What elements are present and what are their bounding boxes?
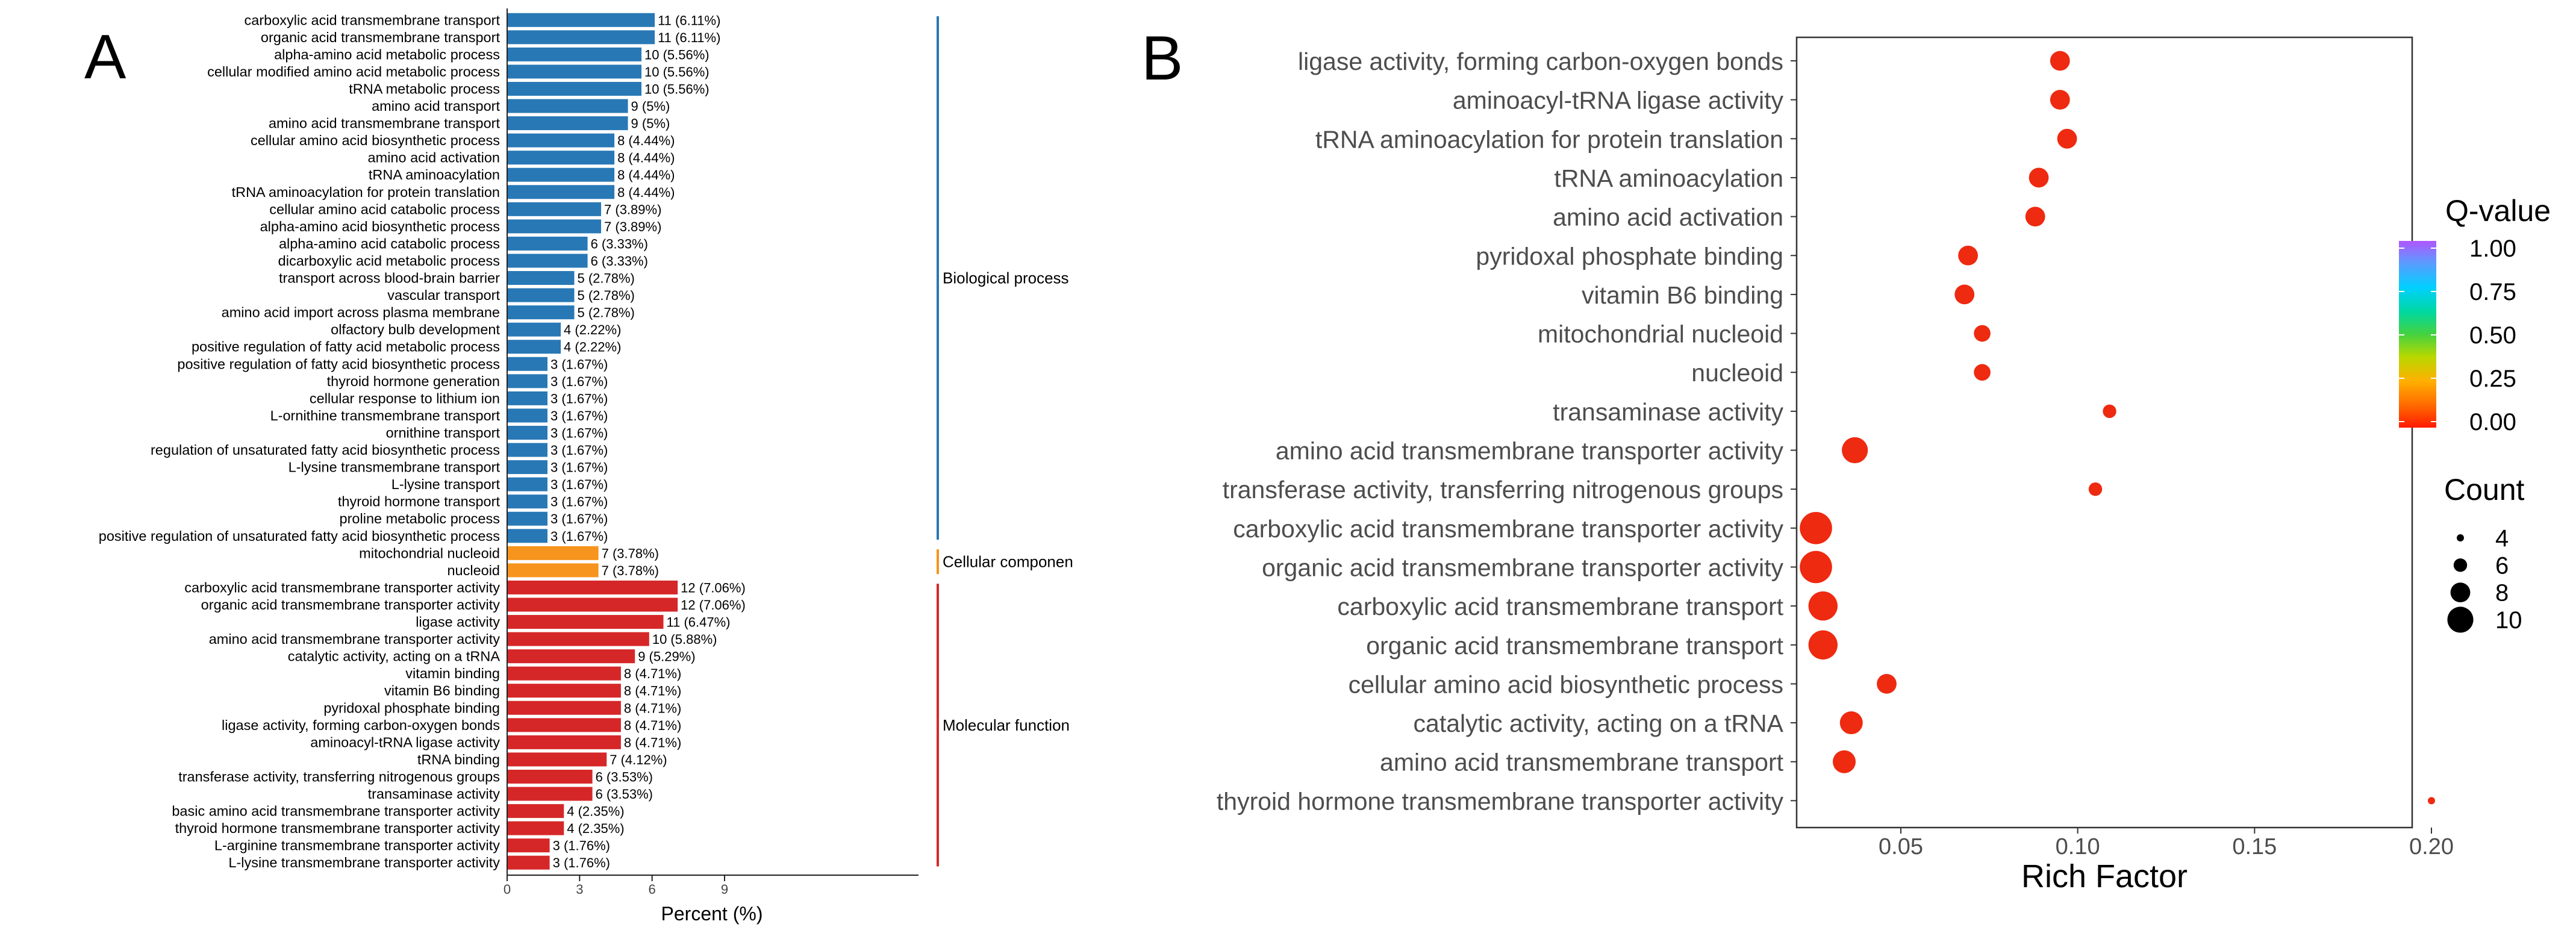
bar-category-label: tRNA binding	[417, 751, 500, 767]
data-point	[1840, 711, 1863, 734]
bar	[507, 99, 628, 113]
bar-category-label: tRNA metabolic process	[349, 81, 500, 97]
bar	[507, 357, 547, 371]
bar	[507, 718, 621, 732]
bar	[507, 271, 575, 285]
panel-b-bubble-chart	[1141, 23, 2551, 894]
bar-category-label: L-arginine transmembrane transporter activity	[214, 837, 500, 853]
data-point	[2103, 405, 2116, 418]
bar-value-label: 8 (4.71%)	[623, 717, 682, 733]
bar	[507, 116, 628, 130]
data-point	[1877, 674, 1897, 694]
bar	[507, 615, 664, 629]
bar-category-label: cellular amino acid catabolic process	[269, 201, 500, 217]
panel-a-x-axis-title: Percent (%)	[661, 903, 763, 925]
y-tick-label: amino acid transmembrane transport	[1380, 748, 1783, 776]
bar-category-label: alpha-amino acid catabolic process	[278, 236, 500, 252]
q-value-colorbar	[2399, 241, 2436, 428]
q-value-legend-title: Q-value	[2445, 194, 2551, 228]
bar-category-label: vitamin B6 binding	[384, 682, 500, 699]
bar	[507, 701, 621, 715]
count-legend-keys	[2447, 525, 2522, 634]
data-point	[1800, 551, 1832, 584]
data-point	[1809, 591, 1838, 620]
bar-category-label: dicarboxylic acid metabolic process	[278, 252, 500, 269]
data-point	[1974, 364, 1991, 381]
x-tick-label: 3	[576, 882, 584, 897]
bar-category-label: transferase activity, transferring nitrogenous groups	[178, 769, 500, 785]
bar-value-label: 8 (4.44%)	[617, 167, 675, 183]
bar	[507, 597, 678, 611]
bar-value-label: 7 (3.89%)	[604, 202, 662, 217]
y-tick-label: vitamin B6 binding	[1581, 281, 1783, 309]
bar-category-label: L-lysine transmembrane transporter activity	[228, 855, 500, 871]
bar-value-label: 6 (3.33%)	[590, 236, 648, 252]
bar-value-label: 7 (3.78%)	[601, 546, 660, 561]
bar	[507, 494, 547, 508]
data-point	[1800, 512, 1832, 544]
bar	[507, 478, 547, 491]
panel-a-group-brackets	[938, 16, 1073, 867]
bar	[507, 289, 575, 302]
bar-category-label: L-lysine transport	[391, 476, 500, 493]
bar-category-label: thyroid hormone transmembrane transporter activity	[175, 820, 500, 837]
bar	[507, 219, 601, 233]
bar-value-label: 3 (1.67%)	[550, 477, 608, 493]
panel-b-label: B	[1141, 23, 1184, 93]
bar-category-label: cellular modified amino acid metabolic process	[207, 63, 500, 80]
bar-value-label: 3 (1.67%)	[550, 391, 608, 407]
bar-category-label: thyroid hormone generation	[326, 373, 500, 389]
group-label: Biological process	[943, 269, 1069, 287]
bar-category-label: organic acid transmembrane transport	[260, 29, 500, 45]
bar-value-label: 6 (3.53%)	[595, 769, 653, 785]
bar-category-label: tRNA aminoacylation	[368, 167, 500, 183]
data-point	[2428, 797, 2435, 804]
bar-category-label: cellular amino acid biosynthetic process	[250, 133, 500, 149]
bar-category-label: vascular transport	[387, 287, 500, 304]
x-tick-label: 0	[503, 882, 511, 897]
bar-value-label: 4 (2.22%)	[564, 322, 622, 338]
q-value-legend	[2399, 194, 2551, 435]
count-legend-dot	[2451, 582, 2471, 602]
bar	[507, 770, 593, 784]
x-tick-label: 0.20	[2409, 834, 2454, 859]
bar	[507, 581, 678, 594]
bar-value-label: 10 (5.56%)	[644, 47, 709, 63]
y-tick-label: organic acid transmembrane transport	[1366, 631, 1783, 660]
bar-category-label: alpha-amino acid biosynthetic process	[260, 218, 500, 234]
bar-category-label: cellular response to lithium ion	[309, 390, 500, 407]
y-tick-label: nucleoid	[1691, 359, 1783, 387]
bar-value-label: 3 (1.67%)	[550, 408, 608, 423]
y-tick-label: organic acid transmembrane transporter activity	[1262, 554, 1783, 582]
count-legend-label: 8	[2495, 579, 2509, 607]
bar-value-label: 4 (2.22%)	[564, 339, 622, 355]
bar-value-label: 8 (4.71%)	[623, 683, 682, 699]
bar	[507, 563, 599, 577]
y-tick-label: thyroid hormone transmembrane transporter activity	[1216, 787, 1783, 816]
bar	[507, 822, 564, 835]
bar-value-label: 3 (1.67%)	[550, 494, 608, 510]
bar-category-label: aminoacyl-tRNA ligase activity	[310, 734, 500, 750]
data-point	[2026, 207, 2045, 226]
bar-category-label: ornithine transport	[385, 425, 500, 441]
bar	[507, 64, 641, 78]
y-tick-label: aminoacyl-tRNA ligase activity	[1452, 86, 1783, 114]
x-tick-label: 9	[720, 882, 729, 897]
count-legend	[2444, 473, 2525, 634]
y-tick-label: cellular amino acid biosynthetic process	[1348, 670, 1783, 699]
bar-category-label: positive regulation of unsaturated fatty acid biosynthetic process	[98, 528, 500, 544]
bar-value-label: 5 (2.78%)	[577, 305, 635, 320]
colorbar-tick-label: 0.50	[2469, 322, 2516, 349]
bar	[507, 408, 547, 422]
bar	[507, 13, 655, 27]
bar-category-label: basic amino acid transmembrane transporter activity	[172, 803, 500, 819]
bar-category-label: olfactory bulb development	[331, 322, 500, 338]
bar	[507, 254, 588, 267]
bar	[507, 443, 547, 457]
bar-category-label: alpha-amino acid metabolic process	[274, 46, 500, 63]
y-tick-label: catalytic activity, acting on a tRNA	[1413, 710, 1783, 738]
bar	[507, 838, 550, 852]
bar-value-label: 5 (2.78%)	[577, 270, 635, 286]
bar	[507, 340, 561, 354]
colorbar-tick-label: 0.75	[2469, 279, 2516, 305]
x-tick-label: 0.15	[2232, 834, 2277, 859]
y-tick-label: pyridoxal phosphate binding	[1476, 242, 1783, 270]
bar-category-label: regulation of unsaturated fatty acid biosynthetic process	[150, 442, 500, 458]
bar-value-label: 3 (1.67%)	[550, 460, 608, 475]
data-point	[2029, 168, 2049, 188]
bar-category-label: catalytic activity, acting on a tRNA	[287, 648, 500, 664]
bar-value-label: 5 (2.78%)	[577, 288, 635, 304]
bar	[507, 48, 641, 61]
y-tick-label: tRNA aminoacylation for protein translation	[1315, 125, 1783, 154]
bar-value-label: 7 (3.78%)	[601, 563, 660, 578]
y-tick-label: carboxylic acid transmembrane transporter activity	[1233, 514, 1783, 543]
y-tick-label: amino acid activation	[1553, 203, 1783, 231]
bar	[507, 460, 547, 474]
bar-value-label: 3 (1.67%)	[550, 373, 608, 389]
bar	[507, 168, 614, 182]
data-point	[2050, 90, 2070, 110]
count-legend-dot	[2457, 534, 2464, 541]
bar-value-label: 8 (4.71%)	[623, 666, 682, 682]
data-point	[2057, 129, 2077, 149]
colorbar-tick-label: 1.00	[2469, 236, 2516, 262]
bar	[507, 82, 641, 96]
bar-value-label: 4 (2.35%)	[567, 803, 625, 819]
bar-value-label: 9 (5%)	[631, 99, 670, 114]
bar-category-label: carboxylic acid transmembrane transport	[244, 12, 500, 28]
bar-category-label: positive regulation of fatty acid biosynthetic process	[177, 356, 500, 372]
bar-value-label: 8 (4.44%)	[617, 150, 675, 166]
bar-value-label: 6 (3.53%)	[595, 787, 653, 802]
bar	[507, 512, 547, 526]
bar-category-label: amino acid activation	[367, 149, 500, 166]
group-label: Cellular componen	[943, 552, 1073, 571]
x-tick-label: 6	[648, 882, 656, 897]
bar	[507, 546, 599, 560]
bar-value-label: 11 (6.11%)	[658, 13, 721, 28]
bar-category-label: pyridoxal phosphate binding	[323, 700, 500, 716]
bar	[507, 185, 614, 199]
bar-value-label: 10 (5.56%)	[644, 64, 709, 80]
count-legend-dot	[2454, 558, 2467, 572]
bar-category-label: amino acid transport	[372, 98, 500, 114]
bar	[507, 391, 547, 405]
bar-category-label: ligase activity, forming carbon-oxygen bonds	[222, 717, 500, 733]
bar	[507, 684, 621, 697]
bar	[507, 787, 593, 801]
data-point	[2050, 51, 2070, 71]
bar	[507, 151, 614, 164]
bar-value-label: 7 (4.12%)	[610, 752, 667, 767]
bar	[507, 735, 621, 749]
bar-value-label: 12 (7.06%)	[681, 597, 746, 613]
count-legend-label: 10	[2495, 607, 2522, 634]
bar	[507, 426, 547, 440]
panel-b-plot-frame	[1797, 37, 2412, 828]
bar	[507, 752, 607, 766]
bar	[507, 134, 614, 148]
bar-value-label: 10 (5.88%)	[652, 632, 717, 647]
bar-category-label: organic acid transmembrane transporter activity	[201, 596, 500, 613]
bar-value-label: 8 (4.71%)	[623, 735, 682, 750]
bar-category-label: L-ornithine transmembrane transport	[270, 407, 500, 423]
bar-category-label: nucleoid	[447, 562, 500, 578]
bar-value-label: 8 (4.44%)	[617, 184, 675, 200]
bar-category-label: thyroid hormone transport	[337, 493, 500, 510]
panel-b-rows	[1217, 48, 2435, 815]
panel-a-x-ticks	[504, 875, 728, 897]
panel-a-bar-chart	[84, 8, 1073, 925]
bar-value-label: 3 (1.67%)	[550, 425, 608, 441]
x-tick-label: 0.10	[2055, 834, 2100, 859]
bar	[507, 856, 550, 870]
bar-value-label: 3 (1.67%)	[550, 357, 608, 372]
panel-a-label: A	[84, 22, 126, 92]
bar-value-label: 9 (5.29%)	[638, 649, 696, 664]
bar-category-label: amino acid transmembrane transport	[268, 115, 500, 131]
count-legend-label: 6	[2495, 552, 2509, 579]
bar-value-label: 8 (4.71%)	[623, 700, 682, 716]
x-tick-label: 0.05	[1879, 834, 1923, 859]
bar-value-label: 10 (5.56%)	[644, 81, 709, 97]
bar-category-label: mitochondrial nucleoid	[359, 545, 500, 561]
bar	[507, 632, 649, 646]
panel-b-x-ticks	[1879, 828, 2454, 859]
bar-value-label: 3 (1.67%)	[550, 511, 608, 527]
data-point	[1958, 246, 1978, 266]
bar-category-label: proline metabolic process	[339, 511, 500, 527]
bar	[507, 529, 547, 543]
y-tick-label: mitochondrial nucleoid	[1538, 320, 1783, 348]
bar-category-label: amino acid import across plasma membrane	[221, 304, 500, 320]
data-point	[1974, 325, 1991, 342]
y-tick-label: amino acid transmembrane transporter activity	[1275, 437, 1783, 465]
bar-category-label: positive regulation of fatty acid metabolic process	[191, 338, 500, 355]
bar-value-label: 9 (5%)	[631, 116, 670, 131]
bar-value-label: 6 (3.33%)	[590, 253, 648, 269]
data-point	[1954, 285, 1974, 305]
colorbar-tick-label: 0.25	[2469, 366, 2516, 392]
bar-value-label: 4 (2.35%)	[567, 821, 625, 837]
y-tick-label: carboxylic acid transmembrane transport	[1337, 593, 1783, 621]
data-point	[1842, 437, 1868, 463]
panel-a-bars	[99, 8, 746, 875]
data-point	[1833, 750, 1856, 773]
bar-category-label: tRNA aminoacylation for protein translation	[231, 184, 500, 200]
y-tick-label: transferase activity, transferring nitrogenous groups	[1222, 476, 1783, 504]
data-point	[1809, 631, 1838, 660]
bar-value-label: 8 (4.44%)	[617, 133, 675, 149]
bar	[507, 202, 601, 216]
count-legend-label: 4	[2495, 525, 2509, 552]
y-tick-label: ligase activity, forming carbon-oxygen bonds	[1298, 48, 1783, 75]
data-point	[2089, 482, 2102, 496]
group-label: Molecular function	[943, 716, 1070, 734]
bar	[507, 30, 655, 44]
bar-category-label: vitamin binding	[405, 666, 500, 682]
bar-category-label: L-lysine transmembrane transport	[288, 459, 500, 475]
y-tick-label: tRNA aminoacylation	[1554, 164, 1783, 192]
bar-category-label: amino acid transmembrane transporter activity	[208, 631, 500, 647]
bar-category-label: ligase activity	[416, 614, 500, 630]
bar-category-label: transaminase activity	[367, 786, 500, 802]
bar-category-label: transport across blood-brain barrier	[278, 270, 500, 286]
bar	[507, 237, 588, 251]
bar-value-label: 7 (3.89%)	[604, 219, 662, 234]
bar-value-label: 3 (1.67%)	[550, 443, 608, 458]
bar	[507, 305, 575, 319]
bar-value-label: 3 (1.76%)	[552, 838, 610, 853]
bar-value-label: 11 (6.47%)	[666, 614, 731, 630]
bar	[507, 323, 561, 337]
count-legend-title: Count	[2444, 473, 2525, 507]
colorbar-tick-label: 0.00	[2469, 409, 2516, 435]
bar	[507, 804, 564, 818]
bar-category-label: carboxylic acid transmembrane transporter activity	[184, 579, 500, 596]
y-tick-label: transaminase activity	[1553, 398, 1783, 426]
bar	[507, 374, 547, 388]
count-legend-dot	[2447, 607, 2473, 632]
bar-value-label: 12 (7.06%)	[681, 580, 746, 596]
bar-value-label: 3 (1.76%)	[552, 855, 610, 871]
bar	[507, 667, 621, 681]
panel-b-x-axis-title: Rich Factor	[2021, 858, 2188, 894]
bar-value-label: 3 (1.67%)	[550, 528, 608, 544]
bar-value-label: 11 (6.11%)	[658, 30, 721, 45]
bar	[507, 649, 635, 663]
